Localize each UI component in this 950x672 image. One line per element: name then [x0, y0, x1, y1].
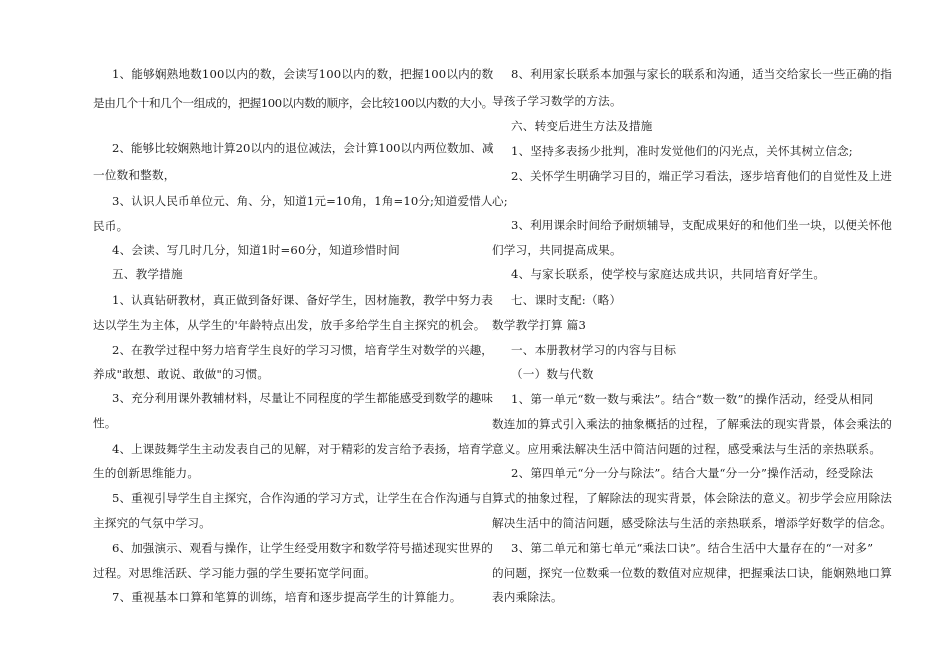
text-line: 意义。应用乘法解决生活中简洁问题的过程，感受乘法与生活的亲热联系。	[492, 442, 882, 456]
text-line: 3、认识人民币单位元、角、分，知道1元=10角，1角=10分;知道爱惜人	[112, 194, 493, 208]
text-line: 一位数和整数，	[93, 168, 176, 182]
text-line: 民币。	[93, 219, 129, 233]
text-line: 的问题，探究一位数乘一位数的数值对应规律，把握乘法口诀，能娴熟地口算	[492, 566, 892, 580]
text-line: 1、第一单元“数一数与乘法”。结合“数一数”的操作活动，经受从相同	[511, 392, 874, 406]
text-line: 表内乘除法。	[492, 590, 563, 604]
text-line: 2、第四单元“分一分与除法”。结合大量“分一分”操作活动，经受除法	[511, 466, 874, 480]
text-line: 2、在教学过程中努力培育学生良好的学习习惯，培育学生对数学的兴趣，	[112, 343, 493, 357]
text-line: 是由几个十和几个一组成的，把握100以内数的顺序，会比较100以内数的大小。	[93, 96, 493, 110]
text-line: 生的创新思维能力。	[93, 466, 200, 480]
text-line: 过程。对思维活跃、学习能力强的学生要拓宽学问面。	[93, 566, 377, 580]
text-line: 达以学生为主体，从学生的'年龄特点出发，放手多给学生自主探究的机会。	[93, 318, 486, 332]
text-line: 养成"敢想、敢说、敢做"的习惯。	[93, 367, 270, 381]
text-line: 2、关怀学生明确学习目的，端正学习看法，逐步培育他们的自觉性及上进	[511, 169, 892, 183]
text-line: 3、充分利用课外教辅材料，尽量让不同程度的学生都能感受到数学的趣味	[112, 391, 493, 405]
section-heading: 一、本册教材学习的内容与目标	[511, 343, 677, 357]
text-line: 4、上课鼓舞学生主动发表自己的见解，对于精彩的发言给予表扬，培育学	[112, 442, 493, 456]
text-line: 心;	[492, 194, 508, 208]
text-line: 1、认真钻研教材，真正做到备好课、备好学生，因材施教，教学中努力表	[112, 293, 493, 307]
section-heading: 五、教学措施	[112, 267, 183, 281]
text-line: 8、利用家长联系本加强与家长的联系和沟通，适当交给家长一些正确的指	[511, 67, 892, 81]
text-line: 3、第二单元和第七单元“乘法口诀”。结合生活中大量存在的“一对多”	[511, 541, 874, 555]
section-heading: 六、转变后进生方法及措施	[511, 119, 653, 133]
text-line: 3、利用课余时间给予耐烦辅导，支配成果好的和他们坐一块，以便关怀他	[511, 218, 892, 232]
text-line: 6、加强演示、观看与操作，让学生经受用数字和数学符号描述现实世界的	[112, 541, 493, 555]
text-line: 1、坚持多表扬少批判，准时发觉他们的闪光点，关怀其树立信念;	[511, 144, 853, 158]
text-line: 性。	[93, 416, 117, 430]
subsection-heading: （一）数与代数	[511, 367, 594, 381]
text-line: 2、能够比较娴熟地计算20以内的退位减法，会计算100以内两位数加、减	[112, 141, 494, 155]
text-line: 解决生活中的简洁问题，感受除法与生活的亲热联系，增添学好数学的信念。	[492, 516, 892, 530]
text-line: 4、与家长联系，使学校与家庭达成共识，共同培育好学生。	[511, 267, 826, 281]
text-line: 们学习，共同提高成果。	[492, 243, 622, 257]
text-line: 5、重视引导学生自主探究，合作沟通的学习方式，让学生在合作沟通与自	[112, 491, 493, 505]
text-line: 算式的抽象过程，了解除法的现实背景，体会除法的意义。初步学会应用除法	[492, 491, 892, 505]
text-line: 主探究的气氛中学习。	[93, 516, 211, 530]
text-line: 导孩子学习数学的方法。	[492, 94, 622, 108]
document-title: 数学教学打算 篇3	[492, 318, 587, 332]
section-heading: 七、课时支配:（略）	[511, 293, 622, 307]
text-line: 7、重视基本口算和笔算的训练，培育和逐步提高学生的计算能力。	[112, 590, 462, 604]
text-line: 1、能够娴熟地数100以内的数，会读写100以内的数，把握100以内的数	[112, 67, 494, 81]
text-line: 数连加的算式引入乘法的抽象概括的过程，了解乘法的现实背景，体会乘法的	[492, 417, 892, 431]
text-line: 4、会读、写几时几分，知道1时=60分，知道珍惜时间	[112, 243, 400, 257]
